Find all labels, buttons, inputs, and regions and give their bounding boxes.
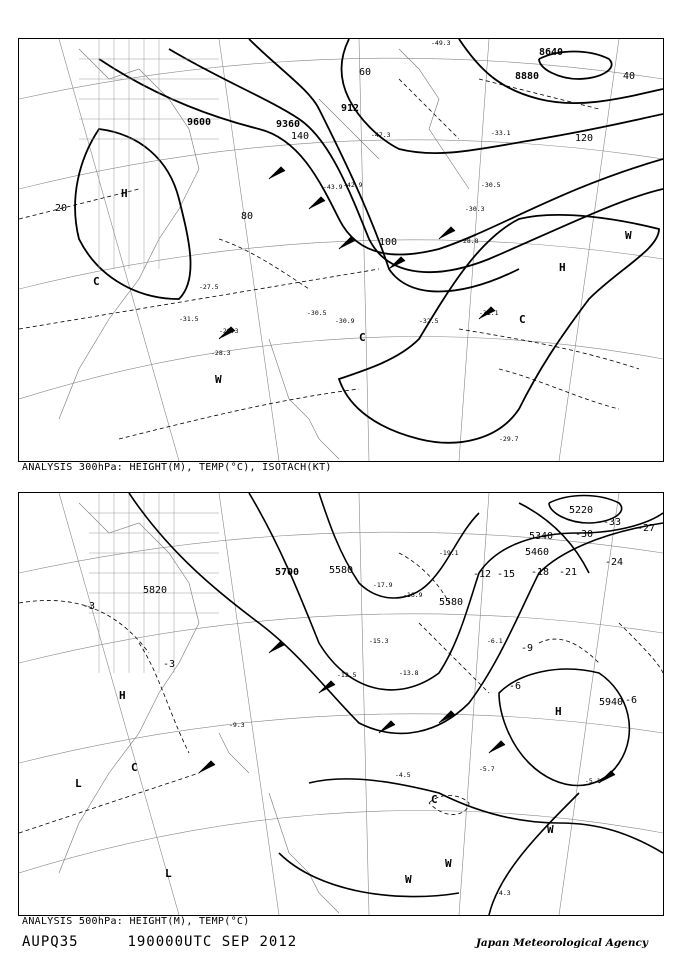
map-300hpa-svg — [19, 39, 663, 461]
isotach-label-20: 20 — [55, 203, 68, 214]
isotach-label-120: 120 — [575, 133, 594, 144]
temp-label-minus12: -12 — [473, 569, 492, 580]
isotach-label-40: 40 — [623, 71, 636, 82]
height-contours — [129, 493, 663, 915]
height-contours — [75, 39, 663, 443]
wind-barbs — [219, 167, 495, 339]
center-c-mid: C — [359, 331, 366, 344]
height-label-8640: 8640 — [539, 47, 564, 58]
temp-label-minus24: -24 — [605, 557, 624, 568]
chart-id-and-time — [22, 934, 297, 950]
station-temp: -9.3 — [229, 721, 245, 729]
station-temp: -27.5 — [199, 283, 219, 291]
height-label-5580-north: 5580 — [329, 565, 354, 576]
station-temp: -28.3 — [211, 349, 231, 357]
map-500hpa-panel — [18, 492, 664, 916]
height-label-group — [143, 505, 623, 708]
temp-label-group — [83, 517, 655, 706]
center-c-west: C — [93, 275, 100, 288]
station-temp: -19.1 — [439, 549, 459, 557]
temp-label-minus6: -6 — [509, 681, 522, 692]
station-temp: -16.9 — [403, 591, 423, 599]
station-grid-hatch — [89, 493, 219, 673]
temp-label-minus3-b: -3 — [163, 659, 176, 670]
center-l-west: L — [75, 777, 82, 790]
height-label-5340: 5340 — [529, 531, 554, 542]
height-label-9360: 9360 — [276, 119, 301, 130]
height-label-5460: 5460 — [525, 547, 550, 558]
isotherm-contours — [19, 79, 639, 439]
station-temp: -30.5 — [307, 309, 327, 317]
agency-name: Japan Meteorological Agency — [475, 937, 648, 949]
center-h-west: H — [121, 187, 128, 200]
center-w-east: W — [547, 823, 554, 836]
center-c-east: C — [519, 313, 526, 326]
station-temp: -30.9 — [335, 317, 355, 325]
center-h-west: H — [119, 689, 126, 702]
station-temp: -4.3 — [495, 889, 511, 897]
pressure-center-group — [75, 689, 562, 886]
station-temp: -47.3 — [371, 131, 391, 139]
station-temp: -32.5 — [419, 317, 439, 325]
isotach-label-80: 80 — [241, 211, 254, 222]
station-temp: -12.5 — [337, 671, 357, 679]
height-label-5940: 5940 — [599, 697, 624, 708]
station-temp: -43.9 — [323, 183, 343, 191]
isotach-label-group — [55, 67, 635, 248]
station-temp: -31.1 — [479, 309, 499, 317]
station-temp: -30.5 — [481, 181, 501, 189]
center-c-mid: C — [431, 793, 438, 806]
station-temp: -17.9 — [373, 581, 393, 589]
wind-barbs — [199, 641, 615, 783]
station-temp: -15.3 — [369, 637, 389, 645]
center-w-east: W — [625, 229, 632, 242]
station-temp-group — [229, 549, 601, 897]
height-label-5580-mid: 5580 — [439, 597, 464, 608]
chart-code: AUPQ35 — [22, 934, 79, 950]
station-temp: -29.3 — [219, 327, 239, 335]
caption-500hpa: ANALYSIS 500hPa: HEIGHT(M), TEMP(°C) — [22, 916, 250, 927]
height-label-8880: 8880 — [515, 71, 540, 82]
isotach-label-140: 140 — [291, 131, 310, 142]
center-c-west: C — [131, 761, 138, 774]
height-label-5820: 5820 — [143, 585, 168, 596]
station-temp: -49.3 — [431, 39, 451, 47]
center-w-mid: W — [445, 857, 452, 870]
station-grid-hatch — [79, 39, 219, 269]
caption-300hpa: ANALYSIS 300hPa: HEIGHT(M), TEMP(°C), ISOTACH(KT) — [22, 462, 332, 473]
height-label-5700: 5700 — [275, 567, 300, 578]
station-temp: -6.1 — [487, 637, 503, 645]
map-500hpa-svg — [19, 493, 663, 915]
height-label-9600: 9600 — [187, 117, 212, 128]
station-temp: -33.1 — [491, 129, 511, 137]
map-300hpa-panel — [18, 38, 664, 462]
temp-label-minus27: -27 — [637, 523, 656, 534]
height-label-5220: 5220 — [569, 505, 594, 516]
temp-label-minus30: -30 — [575, 529, 594, 540]
temp-label-minus33: -33 — [603, 517, 622, 528]
temp-label-minus6-b: -6 — [625, 695, 638, 706]
station-temp: -13.8 — [399, 669, 419, 677]
station-temp: -5.7 — [479, 765, 495, 773]
center-w-south: W — [215, 373, 222, 386]
height-label-912: 912 — [341, 103, 360, 114]
temp-label-minus18: -18 — [531, 567, 550, 578]
center-l-south: L — [165, 867, 172, 880]
station-temp: -42.9 — [343, 181, 363, 189]
center-h-east: H — [555, 705, 562, 718]
station-temp: -4.5 — [395, 771, 411, 779]
temp-label-minus15: -15 — [497, 569, 516, 580]
station-temp: -29.7 — [499, 435, 519, 443]
station-temp: -31.5 — [179, 315, 199, 323]
station-temp: -30.3 — [465, 205, 485, 213]
coastlines — [59, 503, 339, 913]
center-h-east: H — [559, 261, 566, 274]
isotach-label-60: 60 — [359, 67, 372, 78]
chart-datetime: 190000UTC SEP 2012 — [127, 934, 298, 950]
station-temp: -28.8 — [459, 237, 479, 245]
station-temp: -5.1 — [585, 777, 601, 785]
temp-label-minus9: -9 — [521, 643, 534, 654]
temp-label-minus21: -21 — [559, 567, 578, 578]
center-w-south: W — [405, 873, 412, 886]
isotach-label-100: 100 — [379, 237, 398, 248]
temp-label-minus3: -3 — [83, 601, 96, 612]
